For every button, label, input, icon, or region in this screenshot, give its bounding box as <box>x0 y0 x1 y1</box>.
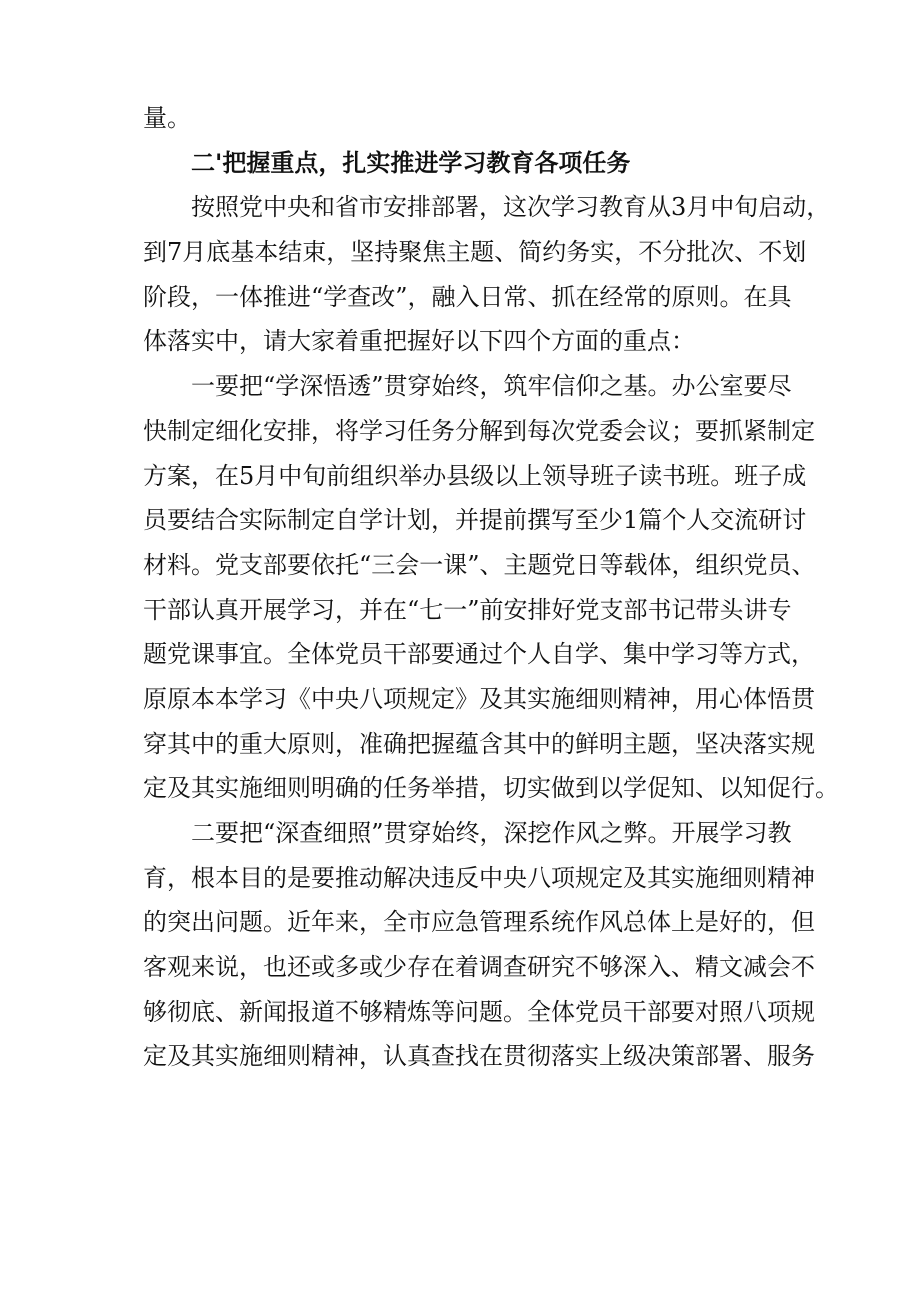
text-line: 穿其中的重大原则，准确把握蕴含其中的鲜明主题，坚决落实规 <box>143 729 815 758</box>
text-line: 育，根本目的是要推动解决违反中央八项规定及其实施细则精神 <box>143 863 815 892</box>
text-line: 二要把“深查细照”贯穿始终，深挖作风之弊。开展学习教 <box>191 819 792 847</box>
text-line: 题党课事宜。全体党员干部要通过个人自学、集中学习等方式， <box>143 640 815 669</box>
document-body <box>143 96 839 1079</box>
text-line: 材料。党支部要依托“三会一课”、主题党日等载体，组织党员、 <box>143 550 816 579</box>
text-line: 定及其实施细则明确的任务举措，切实做到以学促知、以知促行。 <box>143 774 839 803</box>
text-line: 够彻底、新闻报道不够精炼等问题。全体党员干部要对照八项规 <box>143 997 815 1026</box>
text-line: 定及其实施细则精神，认真查找在贯彻落实上级决策部署、服务 <box>143 1042 815 1071</box>
text-line: 阶段，一体推进“学查改”，融入日常、抓在经常的原则。在具 <box>143 282 792 311</box>
text-line: 原原本本学习《中央八项规定》及其实施细则精神，用心体悟贯 <box>143 684 815 713</box>
text-line: 快制定细化安排，将学习任务分解到每次党委会议；要抓紧制定 <box>143 416 815 445</box>
text-line: 量。 <box>143 104 191 132</box>
text-line: 干部认真开展学习，并在“七一”前安排好党支部书记带头讲专 <box>143 595 792 624</box>
text-line: 一要把“学深悟透”贯穿始终，筑牢信仰之基。办公室要尽 <box>191 372 792 401</box>
text-line: 员要结合实际制定自学计划，并提前撰写至少1篇个人交流研讨 <box>143 506 807 535</box>
text-line: 到7月底基本结束，坚持聚焦主题、简约务实，不分批次、不划 <box>143 238 807 267</box>
text-line: 的突出问题。近年来，全市应急管理系统作风总体上是好的，但 <box>143 908 815 937</box>
text-line: 客观来说，也还或多或少存在着调查研究不够深入、精文减会不 <box>143 953 815 982</box>
text-line: 方案，在5月中旬前组织举办县级以上领导班子读书班。班子成 <box>143 461 807 490</box>
text-line: 体落实中，请大家着重把握好以下四个方面的重点： <box>143 327 695 356</box>
section-heading: 二'把握重点，扎实推进学习教育各项任务 <box>191 148 631 177</box>
text-line: 按照党中央和省市安排部署，这次学习教育从3月中旬启动， <box>191 193 831 222</box>
